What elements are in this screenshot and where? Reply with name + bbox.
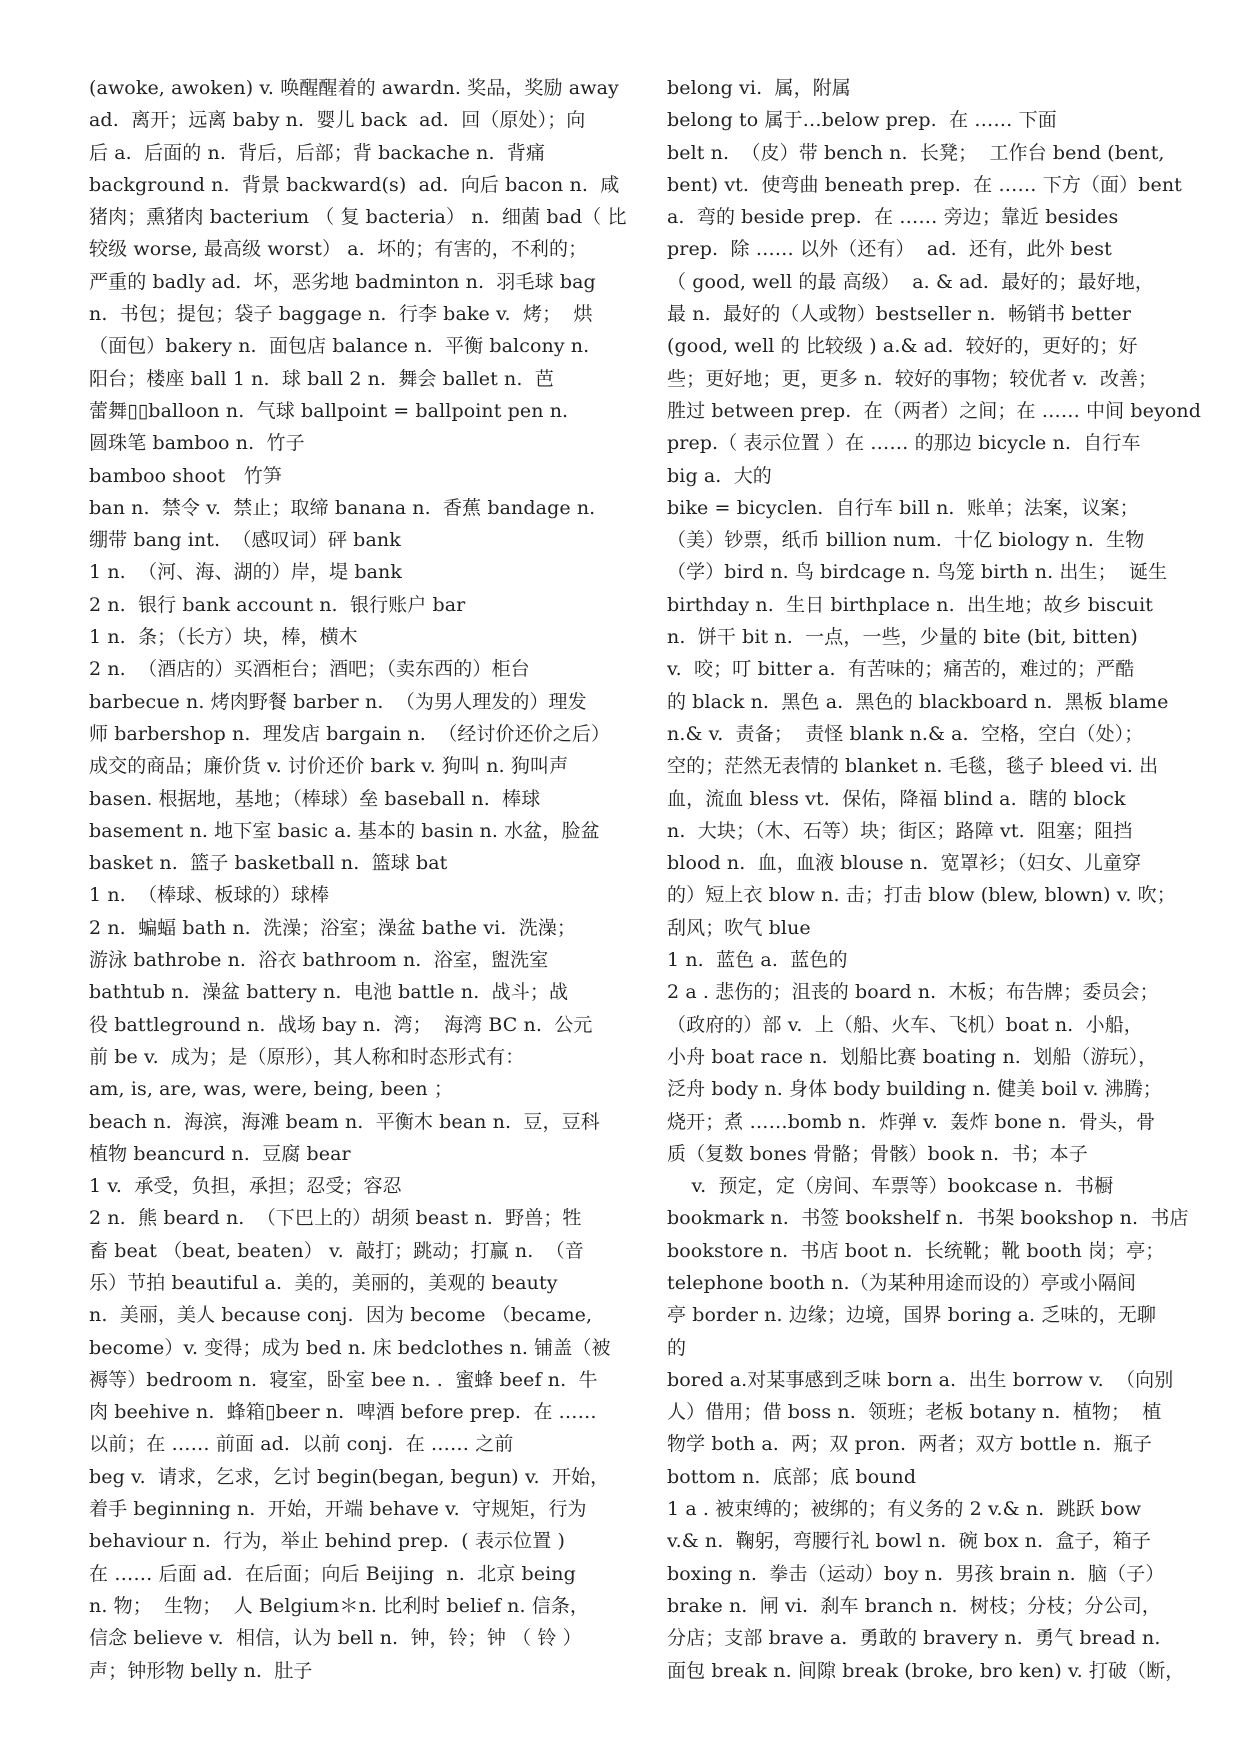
text-line: 着手 beginning n. 开始，开端 behave v. 守规矩，行为	[89, 1498, 587, 1521]
text-line: 的）短上衣 blow n. 击；打击 blow (blew, blown) v. 吹；	[667, 884, 1176, 907]
text-line: bathtub n. 澡盆 battery n. 电池 battle n. 战斗；战	[89, 981, 569, 1004]
text-line: belong to 属于…below prep. 在 …… 下面	[667, 109, 1057, 132]
text-line: 役 battleground n. 战场 bay n. 湾； 海湾 BC n. 公元	[89, 1013, 593, 1036]
text-line: birthday n. 生日 birthplace n. 出生地；故乡 biscuit	[667, 593, 1154, 616]
text-line: 1 n. （棒球、板球的）球棒	[89, 884, 330, 907]
text-line: 师 barbershop n. 理发店 bargain n. （经讨价还价之后）	[89, 722, 611, 745]
text-line: 植物 beancurd n. 豆腐 bear	[89, 1142, 351, 1165]
text-line: 信念 believe v. 相信，认为 bell n. 钟，铃；钟 （ 铃 ）	[89, 1627, 582, 1650]
text-line: （政府的）部 v. 上（船、火车、飞机）boat n. 小船，	[667, 1013, 1143, 1036]
text-line: （ good, well 的最 高级） a. & ad. 最好的；最好地，	[667, 270, 1155, 293]
text-line: 阳台；楼座 ball 1 n. 球 ball 2 n. 舞会 ballet n. 芭	[89, 367, 554, 390]
text-line: 分店；支部 brave a. 勇敢的 bravery n. 勇气 bread n.	[667, 1627, 1161, 1650]
text-line: basement n. 地下室 basic a. 基本的 basin n. 水盆，脸盆	[89, 819, 600, 842]
text-line: v. 咬；叮 bitter a. 有苦味的；痛苦的，难过的；严酷	[667, 658, 1135, 681]
text-line: n.& v. 责备； 责怪 blank n.& a. 空格，空白（处）；	[667, 722, 1144, 745]
text-line: 1 n. （河、海、湖的）岸，堤 bank	[89, 561, 402, 584]
text-line: n. 物； 生物； 人 Belgium＊n. 比利时 belief n. 信条，	[89, 1594, 590, 1617]
text-line: belt n. （皮）带 bench n. 长凳； 工作台 bend (bent,	[667, 141, 1165, 164]
text-line: bookmark n. 书签 bookshelf n. 书架 bookshop n. 书店	[667, 1207, 1189, 1230]
text-line: 较级 worse, 最高级 worst） a. 坏的；有害的，不利的；	[89, 238, 588, 261]
text-line: 畜 beat （beat, beaten） v. 敲打；跳动；打赢 n. （音	[89, 1239, 584, 1262]
text-line: 2 n. 蝙蝠 bath n. 洗澡；浴室；澡盆 bathe vi. 洗澡；	[89, 916, 576, 939]
text-line: n. 美丽，美人 because conj. 因为 become （became,	[89, 1304, 593, 1327]
text-line: （面包）bakery n. 面包店 balance n. 平衡 balcony n.	[89, 335, 590, 358]
text-line: 面包 break n. 间隙 break (broke, bro ken) v. 打破（断，	[667, 1659, 1185, 1682]
text-line: am, is, are, was, were, being, been ；	[89, 1078, 453, 1101]
text-line: 的	[667, 1336, 687, 1359]
text-line: 成交的商品；廉价货 v. 讨价还价 bark v. 狗叫 n. 狗叫声	[89, 755, 569, 778]
text-line: ad. 离开；远离 baby n. 婴儿 back ad. 回（原处）；向	[89, 109, 586, 132]
text-line: bent) vt. 使弯曲 beneath prep. 在 …… 下方（面）bent	[667, 173, 1182, 196]
text-line: n. 大块；（木、石等）块；街区；路障 vt. 阻塞；阻挡	[667, 819, 1133, 842]
text-line: 褥等）bedroom n. 寝室，卧室 bee n. . 蜜蜂 beef n. 牛	[89, 1368, 598, 1391]
text-line: 空的；茫然无表情的 blanket n. 毛毯，毯子 bleed vi. 出	[667, 755, 1159, 778]
text-line: 烧开；煮 ……bomb n. 炸弹 v. 轰炸 bone n. 骨头，骨	[667, 1110, 1156, 1133]
text-line: n. 饼干 bit n. 一点，一些，少量的 bite (bit, bitten)	[667, 626, 1138, 649]
text-line: 些；更好地；更，更多 n. 较好的事物；较优者 v. 改善；	[667, 367, 1158, 390]
text-line: basen. 根据地，基地；（棒球）垒 baseball n. 棒球	[89, 787, 541, 810]
text-line: 刮风；吹气 blue	[667, 916, 811, 939]
text-line: telephone booth n.（为某种用途而设的）亭或小隔间	[667, 1271, 1137, 1294]
text-line: a. 弯的 beside prep. 在 …… 旁边；靠近 besides	[667, 206, 1119, 229]
text-line: v.& n. 鞠躬，弯腰行礼 bowl n. 碗 box n. 盒子，箱子	[667, 1530, 1151, 1553]
text-line: (good, well 的 比较级 ) a.& ad. 较好的，更好的；好	[667, 335, 1138, 358]
text-line: 1 a . 被束缚的；被绑的；有义务的 2 v.& n. 跳跃 bow	[667, 1498, 1142, 1521]
text-line: beg v. 请求，乞求，乞讨 begin(began, begun) v. 开始，	[89, 1465, 610, 1488]
text-line: 圆珠笔 bamboo n. 竹子	[89, 432, 305, 455]
text-line: 肉 beehive n. 蜂箱▯beer n. 啤酒 before prep. 在 ……	[89, 1401, 597, 1424]
text-line: 质（复数 bones 骨骼；骨骸）book n. 书；本子	[667, 1142, 1088, 1165]
text-line: （学）bird n. 鸟 birdcage n. 鸟笼 birth n. 出生； 诞生	[667, 561, 1168, 584]
text-line: 绷带 bang int. （感叹词）砰 bank	[89, 529, 401, 552]
text-line: 2 n. 熊 beard n. （下巴上的）胡须 beast n. 野兽；牲	[89, 1207, 582, 1230]
text-line: bike = bicyclen. 自行车 bill n. 账单；法案，议案；	[667, 496, 1139, 519]
text-line: become）v. 变得；成为 bed n. 床 bedclothes n. 铺盖（被	[89, 1336, 611, 1359]
text-line: basket n. 篮子 basketball n. 篮球 bat	[89, 852, 448, 875]
text-line: 乐）节拍 beautiful a. 美的，美丽的，美观的 beauty	[89, 1271, 558, 1294]
text-line: 2 n. （酒店的）买酒柜台；酒吧；（卖东西的）柜台	[89, 658, 530, 681]
text-line: 以前；在 …… 前面 ad. 以前 conj. 在 …… 之前	[89, 1433, 514, 1456]
right-column	[667, 72, 1227, 1687]
text-line: 的 black n. 黑色 a. 黑色的 blackboard n. 黑板 blame	[667, 690, 1169, 713]
text-line: 血，流血 bless vt. 保佑，降福 blind a. 瞎的 block	[667, 787, 1126, 810]
text-line: 声；钟形物 belly n. 肚子	[89, 1659, 313, 1682]
text-line: 物学 both a. 两；双 pron. 两者；双方 bottle n. 瓶子	[667, 1433, 1152, 1456]
text-line: 前 be v. 成为；是（原形），其人称和时态形式有：	[89, 1045, 525, 1068]
text-line: prep. 除 …… 以外（还有） ad. 还有，此外 best	[667, 238, 1112, 261]
text-line: bookstore n. 书店 boot n. 长统靴；靴 booth 岗；亭；	[667, 1239, 1165, 1262]
text-line: 1 v. 承受，负担，承担；忍受；容忍	[89, 1175, 402, 1198]
text-line: 在 …… 后面 ad. 在后面；向后 Beijing n. 北京 being	[89, 1562, 576, 1585]
text-line: (awoke, awoken) v. 唤醒醒着的 awardn. 奖品，奖励 away	[89, 77, 619, 99]
text-line: 游泳 bathrobe n. 浴衣 bathroom n. 浴室，盥洗室	[89, 949, 549, 972]
text-line: 小舟 boat race n. 划船比赛 boating n. 划船（游玩），	[667, 1045, 1158, 1068]
text-line: barbecue n. 烤肉野餐 barber n. （为男人理发的）理发	[89, 690, 587, 713]
text-line: bored a.对某事感到乏味 born a. 出生 borrow v. （向别	[667, 1368, 1174, 1391]
text-line: v. 预定，定（房间、车票等）bookcase n. 书橱	[667, 1175, 1114, 1198]
text-line: big a. 大的	[667, 464, 772, 487]
text-line: 2 n. 银行 bank account n. 银行账户 bar	[89, 593, 466, 616]
text-line: 后 a. 后面的 n. 背后，后部；背 backache n. 背痛	[89, 141, 546, 164]
text-line: 胜过 between prep. 在（两者）之间；在 …… 中间 beyond	[667, 399, 1201, 422]
text-line: background n. 背景 backward(s) ad. 向后 bacon n. 咸	[89, 173, 620, 196]
left-column	[89, 72, 627, 1687]
text-line: n. 书包；提包；袋子 baggage n. 行李 bake v. 烤； 烘	[89, 303, 593, 326]
text-line: 蕾舞▯▯balloon n. 气球 ballpoint = ballpoint pen n.	[89, 399, 569, 422]
text-line: boxing n. 拳击（运动）boy n. 男孩 brain n. 脑（子）	[667, 1562, 1165, 1585]
text-line: 亭 border n. 边缘；边境，国界 boring a. 乏味的，无聊	[667, 1304, 1156, 1327]
text-line: 泛舟 body n. 身体 body building n. 健美 boil v. 沸腾；	[667, 1078, 1162, 1101]
text-line: belong vi. 属，附属	[667, 77, 851, 99]
text-line: brake n. 闸 vi. 刹车 branch n. 树枝；分枝；分公司，	[667, 1594, 1161, 1617]
text-line: blood n. 血，血液 blouse n. 宽罩衫；（妇女、儿童穿	[667, 852, 1142, 875]
text-line: 最 n. 最好的（人或物）bestseller n. 畅销书 better	[667, 303, 1132, 326]
text-line: 1 n. 条；（长方）块，棒，横木	[89, 626, 358, 649]
text-line: 人）借用；借 boss n. 领班；老板 botany n. 植物； 植	[667, 1401, 1162, 1424]
text-line: ban n. 禁令 v. 禁止；取缔 banana n. 香蕉 bandage n.	[89, 496, 596, 519]
text-line: beach n. 海滨，海滩 beam n. 平衡木 bean n. 豆，豆科	[89, 1110, 600, 1133]
text-line: prep.（ 表示位置 ）在 …… 的那边 bicycle n. 自行车	[667, 432, 1141, 455]
text-line: behaviour n. 行为，举止 behind prep. ( 表示位置 )	[89, 1530, 566, 1553]
text-line: bottom n. 底部；底 bound	[667, 1465, 917, 1488]
text-line: 猪肉；熏猪肉 bacterium （ 复 bacteria） n. 细菌 bad（ 比	[89, 206, 627, 229]
text-line: 严重的 badly ad. 坏，恶劣地 badminton n. 羽毛球 bag	[89, 270, 596, 293]
text-line: 1 n. 蓝色 a. 蓝色的	[667, 949, 848, 972]
text-line: （美）钞票，纸币 billion num. 十亿 biology n. 生物	[667, 529, 1145, 552]
text-line: 2 a . 悲伤的；沮丧的 board n. 木板；布告牌；委员会；	[667, 981, 1159, 1004]
text-line: bamboo shoot 竹笋	[89, 464, 282, 487]
